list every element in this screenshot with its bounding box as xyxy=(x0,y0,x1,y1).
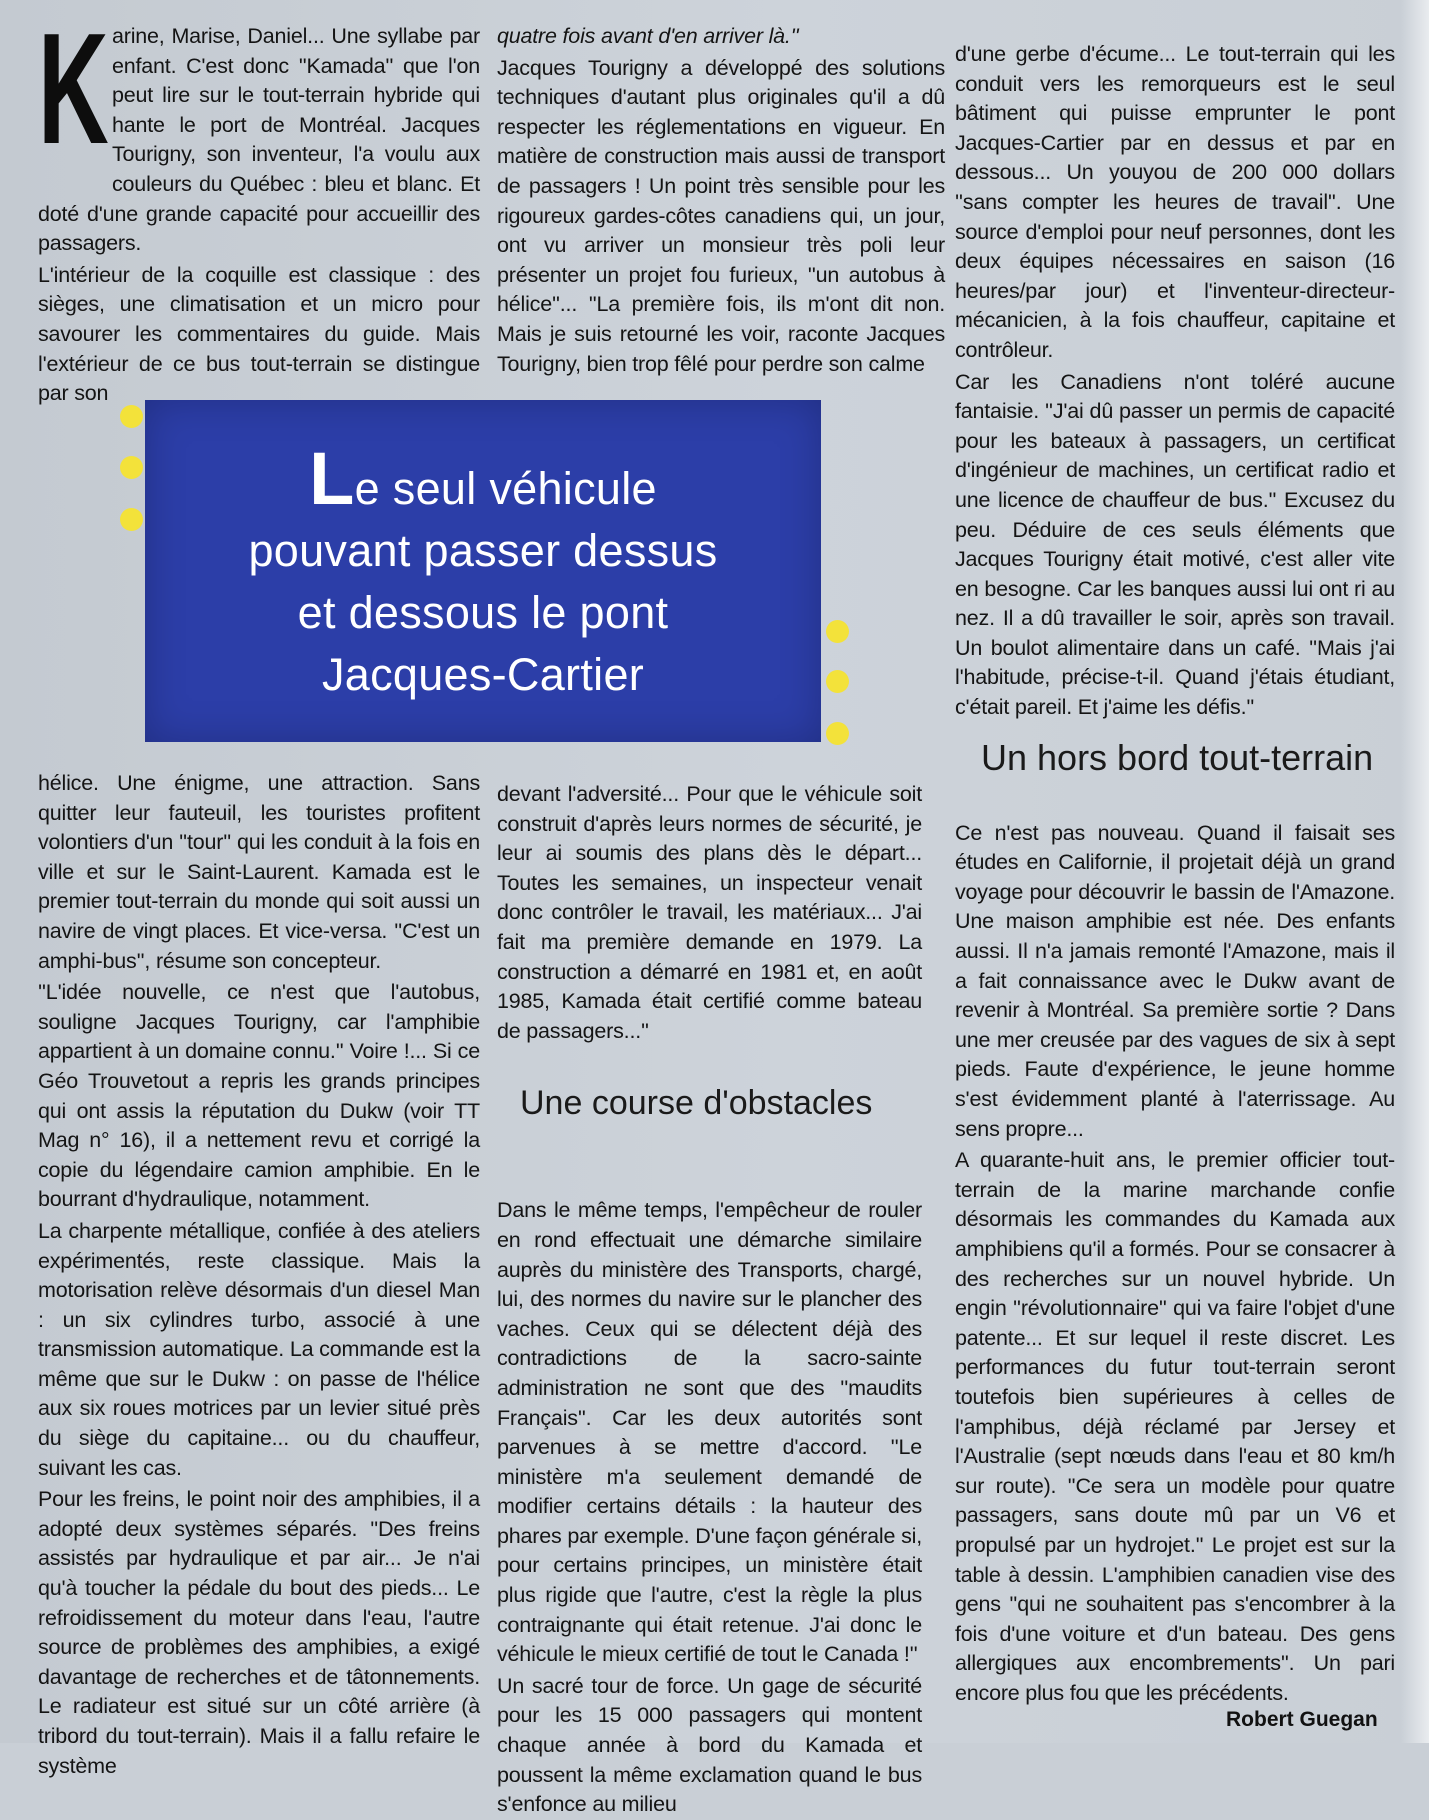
paragraph: L'intérieur de la coquille est classique : des sièges, une climatisation et un micro pour savourer les commentaires du guide. Mais l'extérieur de ce bus tout-terrain se distingue par son xyxy=(38,262,480,406)
pull-quote-line-1-text: e seul véhicule xyxy=(354,463,657,514)
pull-quote-line-1 xyxy=(145,437,821,520)
yellow-dot-icon xyxy=(826,670,849,693)
pull-quote-line-4: Jacques-Cartier xyxy=(321,649,645,700)
paragraph: A quarante-huit ans, le premier officier tout-terrain de la marine marchande confie désormais les commandes du Kamada aux amphibiens qu'il a formés. Pour se consacrer à des recherches sur un nouvel hybride. Un engin ''révolutionnaire'' qui va faire l'objet d'une patente... Et sur lequel il reste discret. Les performances du futur tout-terrain seront toutefois bien supérieures à celles de l'amphibus, déjà réclamé par Jersey et l'Australie (sept nœuds dans l'eau et 80 km/h sur route). ''Ce sera un modèle pour quatre passagers, sans doute mû par un V6 et propulsé par un hydrojet.'' Le projet est sur la table à dessin. L'amphibien canadien vise des gens ''qui ne souhaitent pas s'encombrer à la fois d'une voiture et d'un bateau. Des gens allergiques aux encombrements''. Un pari encore plus fou que les précédents. xyxy=(955,1148,1395,1705)
pull-quote-initial: L xyxy=(309,437,355,520)
paragraph: devant l'adversité... Pour que le véhicule soit construit d'après leurs normes de sécurité, je leur ai soumis des plans dès le départ... Toutes les semaines, un inspecteur venait donc contrôler le travail, les matériaux... J'ai fait ma première demande en 1979. La construction a démarré en 1981 et, en août 1985, Kamada était certifié comme bateau de passagers...'' xyxy=(497,782,922,1043)
pull-quote-line-3: et dessous le pont xyxy=(297,587,669,638)
paragraph: quatre fois avant d'en arriver là.'' xyxy=(497,24,799,48)
drop-cap: K xyxy=(38,1,109,177)
column-3 xyxy=(955,40,1395,1708)
author-signature: Robert Guegan xyxy=(1226,1708,1378,1731)
yellow-dot-icon xyxy=(120,405,143,428)
paragraph: Un sacré tour de force. Un gage de sécurité pour les 15 000 passagers qui montent chaque année à bord du Kamada et poussent la même exclamation quand le bus s'enfonce au milieu xyxy=(497,1673,922,1817)
paragraph: Dans le même temps, l'empêcheur de rouler en rond effectuait une démarche similaire auprès du ministère des Transports, chargé, lui, des normes du navire sur le plancher des vaches. Ceux qui se délectent déjà des contradictions de la sacro-sainte administration ne sont que des ''maudits Français''. Car les deux autorités sont parvenues à se mettre d'accord. ''Le ministère m'a seulement demandé de modifier certains détails : la hauteur des phares par exemple. D'une façon générale si, pour certains principes, un ministère était plus rigide que l'autre, c'est la règle la plus contraignante qui était retenue. J'ai donc le véhicule le mieux certifié de tout le Canada !'' xyxy=(497,1198,922,1667)
paragraph xyxy=(38,1,480,259)
pull-quote-text xyxy=(145,437,821,706)
yellow-dot-icon xyxy=(120,456,143,479)
yellow-dot-icon xyxy=(120,508,143,531)
pull-quote-line-2: pouvant passer dessus xyxy=(248,525,718,576)
paragraph: d'une gerbe d'écume... Le tout-terrain qui les conduit vers les remorqueurs est le seul bâtiment qui puisse emprunter le pont Jacques-Cartier par en dessus et par en dessous... Un youyou de 200 000 dollars ''sans compter les heures de travail''. Une source d'emploi pour neuf personnes, dont les deux équipes nécessaires en saison (16 heures/par jour) et l'inventeur-directeur-mécanicien, à la fois chauffeur, capitaine et contrôleur. xyxy=(955,42,1395,362)
subhead-hors-bord: Un hors bord tout-terrain xyxy=(981,737,1374,778)
drop-cap-box xyxy=(38,1,109,177)
yellow-dot-icon xyxy=(826,722,849,745)
column-1-bottom xyxy=(38,769,480,1781)
subhead-obstacles: Une course d'obstacles xyxy=(520,1084,873,1122)
column-2-bottom xyxy=(497,780,922,1820)
paragraph: ''L'idée nouvelle, ce n'est que l'autobus, souligne Jacques Tourigny, car l'amphibie appartient à un domaine connu.'' Voire !... Si ce Géo Trouvetout a repris les grands principes qui ont assis la réputation du Dukw (voir TT Mag n° 16), il a nettement revu et corrigé la copie du légendaire camion amphibie. En le bourrant d'hydraulique, notamment. xyxy=(38,980,480,1212)
paragraph: Jacques Tourigny a développé des solutions techniques d'autant plus originales qu'il a dû respecter les réglementations en vigueur. En matière de construction mais aussi de transport de passagers ! Un point très sensible pour les rigoureux gardes-côtes canadiens qui, un jour, ont vu arriver un monsieur très poli leur présenter un projet fou furieux, ''un autobus à hélice''... ''La première fois, ils m'ont dit non. Mais je suis retourné les voir, raconte Jacques Tourigny, bien trop fêlé pour perdre son calme xyxy=(497,55,945,376)
paragraph: Car les Canadiens n'ont toléré aucune fantaisie. ''J'ai dû passer un permis de capacité pour les bateaux à passagers, un certificat d'ingénieur de machines, un certificat radio et une licence de chauffeur de bus.'' Excusez du peu. Déduire de ces seuls éléments que Jacques Tourigny était motivé, c'est aller vite en besogne. Car les banques aussi lui ont ri au nez. Il a dû travailler le soir, après son travail. Un boulot alimentaire dans un café. ''Mais j'ai l'habitude, précise-t-il. Quand j'étais étudiant, c'était pareil. Et j'aime les défis.'' xyxy=(955,369,1395,720)
column-1-top xyxy=(38,1,480,409)
paragraph: hélice. Une énigme, une attraction. Sans quitter leur fauteuil, les touristes profitent volontiers d'un ''tour'' qui les conduit à la fois en ville et sur le Saint-Laurent. Kamada est le premier tout-terrain du monde qui soit aussi un navire de vingt places. Et vice-versa. ''C'est un amphi-bus'', résume son concepteur. xyxy=(38,771,480,973)
yellow-dot-icon xyxy=(826,620,849,643)
paragraph: La charpente métallique, confiée à des ateliers expérimentés, reste classique. Mais la motorisation relève désormais d'un diesel Man : un six cylindres turbo, associé à une transmission automatique. La commande est la même que sur le Dukw : on passe de l'hélice aux six roues motrices par un levier situé près du siège du capitaine... ou du chauffeur, suivant les cas. xyxy=(38,1218,480,1480)
pull-quote xyxy=(145,400,821,742)
paragraph-text: arine, Marise, Daniel... Une syllabe par enfant. C'est donc ''Kamada'' que l'on peut lire sur le tout-terrain hybride qui hante le port de Montréal. Jacques Tourigny, son inventeur, l'a voulu aux couleurs du Québec : bleu et blanc. Et doté d'une grande capacité pour accueillir des passagers. xyxy=(38,24,480,256)
column-2-top xyxy=(497,22,945,379)
paragraph: Ce n'est pas nouveau. Quand il faisait ses études en Californie, il projetait déjà un grand voyage pour découvrir le bassin de l'Amazone. Une maison amphibie est née. Des enfants aussi. Il n'a jamais remonté l'Amazone, mais il a fait connaissance avec le Dukw avant de revenir à Montréal. Sa première sortie ? Dans une mer creusée par des vagues de six à sept pieds. Faute d'expérience, le jeune homme s'est évidemment planté à l'aterrissage. Au sens propre... xyxy=(955,820,1395,1141)
paragraph: Pour les freins, le point noir des amphibies, il a adopté deux systèmes séparés. ''Des freins assistés par hydraulique et par air... Je n'ai qu'à toucher la pédale du bout des pieds... Le refroidissement du moteur dans l'eau, l'autre source de problèmes des amphibies, a exigé davantage de recherches et de tâtonnements. Le radiateur est situé sur un côté arrière (à tribord du tout-terrain). Mais il a fallu refaire le système xyxy=(38,1487,480,1778)
page-edge xyxy=(1401,0,1429,1743)
